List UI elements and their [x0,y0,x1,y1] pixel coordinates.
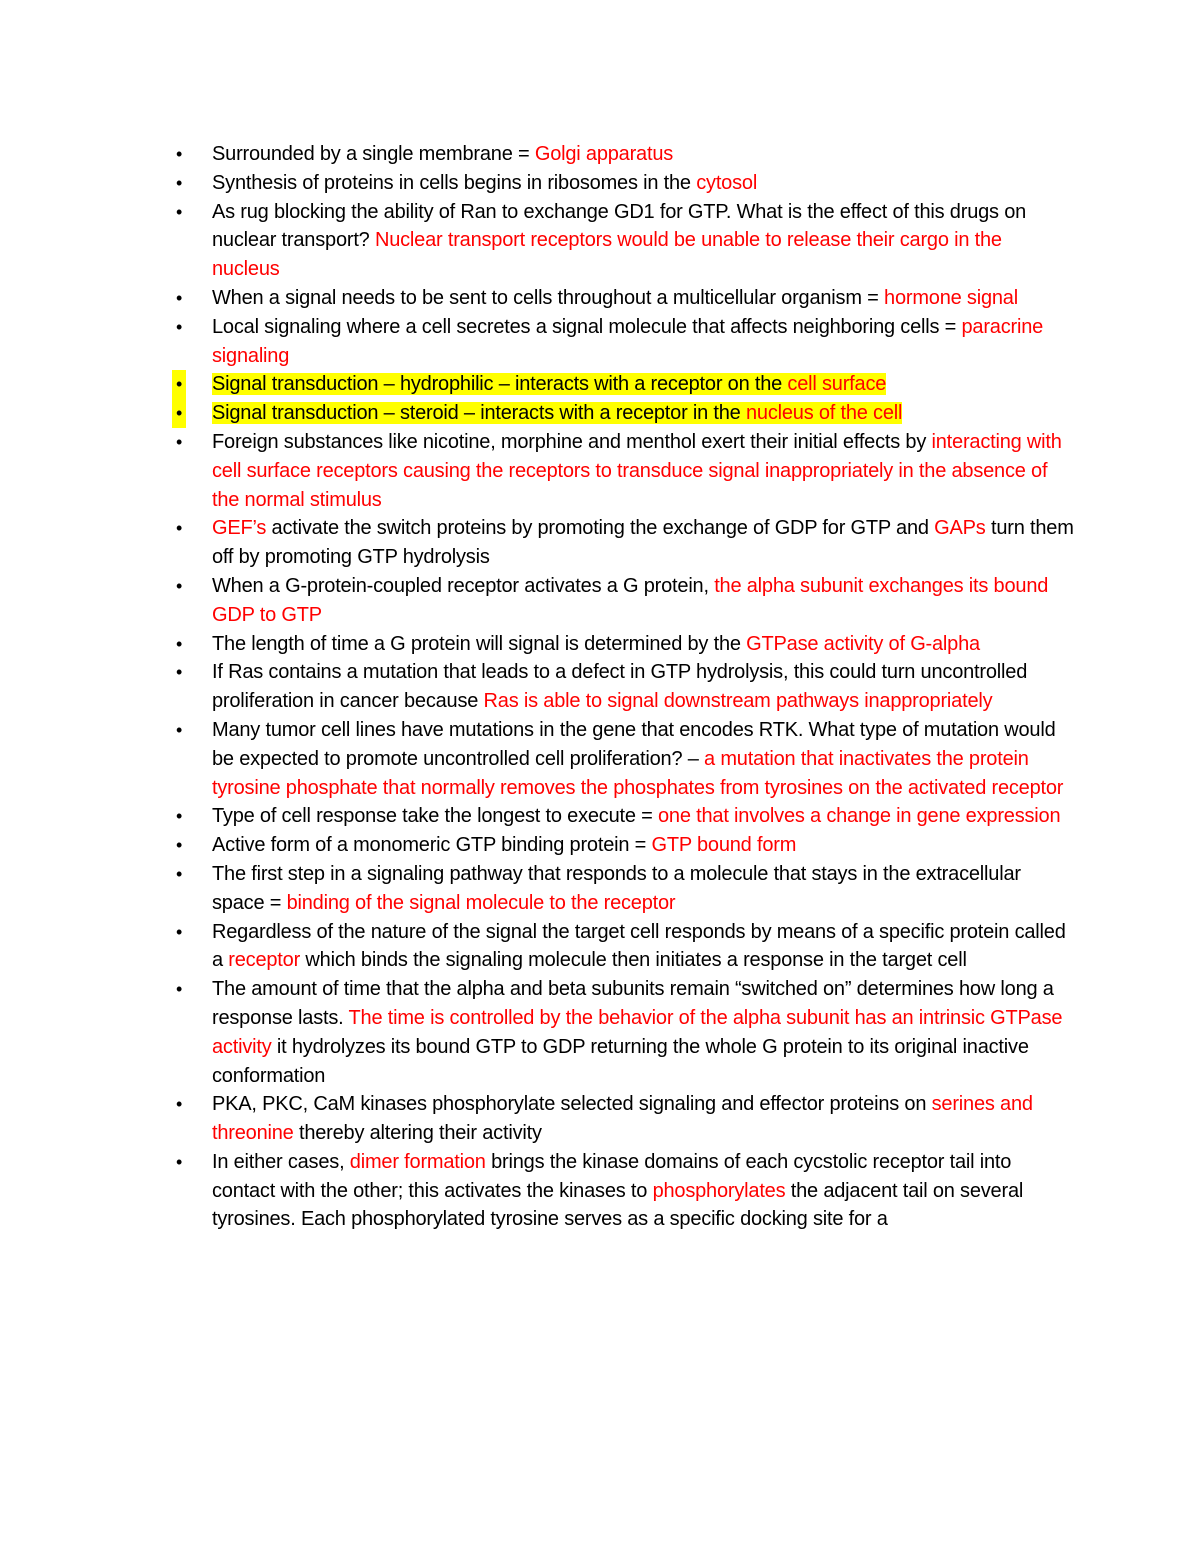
note-text [212,805,1060,827]
list-item [0,831,1074,860]
bullet-icon: • [172,399,186,428]
answer-text: phosphorylates [652,1179,786,1202]
list-item [0,572,1074,630]
question-text: The amount of time that the alpha and beta subunits remain “switched on” determines how long a response lasts. [212,978,1054,1029]
question-text: Active form of a monomeric GTP binding protein = [212,834,652,857]
bullet-icon: • [175,979,183,1000]
bullet-icon: • [175,921,183,942]
answer-text: cell surface [787,373,887,396]
answer-text: one that involves a change in gene expression [658,805,1061,828]
note-text [212,316,1043,367]
list-item [0,630,1074,659]
note-text [212,863,1021,914]
question-text: Signal transduction – steroid – interacts with a receptor in the [212,402,746,425]
answer-text: The time is controlled by the behavior of the alpha subunit has an intrinsic GTPase activity [212,1006,1063,1058]
answer-text: GAPs [934,517,986,540]
note-text [212,431,1062,511]
question-text: Synthesis of proteins in cells begins in ribosomes in the [212,171,697,194]
answer-text: GTP bound form [651,834,797,857]
bullet-icon: • [175,719,183,740]
note-text [212,1093,1033,1144]
question-text: Foreign substances like nicotine, morphine and menthol exert their initial effects by [212,430,932,453]
answer-text: serines and threonine [212,1093,1033,1145]
question-text: it hydrolyzes its bound GTP to GDP returning the whole G protein to its original inactive conformation [212,1035,1029,1087]
answer-text: a mutation that inactivates the protein tyrosine phosphate that normally removes the phosphates from tyrosines on the activated receptor [212,747,1064,799]
answer-text: cytosol [696,171,758,194]
question-text: brings the kinase domains of each cycstolic receptor tail into contact with the other; this activates the kinases to [212,1150,1012,1202]
question-text: Signal transduction – hydrophilic – interacts with a receptor on the [212,373,788,396]
note-text [212,402,902,424]
list-item [0,140,1074,169]
note-text [212,921,1066,972]
question-text: Type of cell response take the longest to execute = [212,805,658,828]
note-text [212,517,1074,568]
list-item [0,802,1074,831]
note-text [212,287,1018,309]
question-text: As rug blocking the ability of Ran to exchange GD1 for GTP. What is the effect of this drugs on nuclear transport? [212,200,1027,252]
question-text: the adjacent tail on several tyrosines. Each phosphorylated tyrosine serves as a specific docking site for a [212,1179,1024,1231]
answer-text: GEF’s [212,517,267,540]
note-text [212,978,1062,1086]
question-text: Local signaling where a cell secretes a signal molecule that affects neighboring cells = [212,315,962,338]
question-text: In either cases, [212,1150,350,1173]
list-item [0,975,1074,1090]
answer-text: Nuclear transport receptors would be unable to release their cargo in the nucleus [212,229,1002,281]
note-text [212,143,673,165]
answer-text: binding of the signal molecule to the receptor [286,891,676,914]
bullet-icon: • [175,806,183,827]
answer-text: the alpha subunit exchanges its bound GDP to GTP [212,574,1049,626]
question-text: activate the switch proteins by promoting the exchange of GDP for GTP and [266,517,935,540]
list-item [0,918,1074,976]
question-text: When a signal needs to be sent to cells throughout a multicellular organism = [212,286,885,309]
bullet-icon: • [175,575,183,596]
question-text: The length of time a G protein will signal is determined by the [212,632,747,655]
answer-text: hormone signal [884,286,1018,309]
question-text: The first step in a signaling pathway that responds to a molecule that stays in the extracellular space = [212,862,1021,914]
highlighted-list-item [0,370,1074,399]
note-text [212,373,886,395]
bullet-icon: • [175,172,183,193]
answer-text: interacting with cell surface receptors causing the receptors to transduce signal inappropriately in the absence of the normal stimulus [212,430,1062,511]
answer-text: receptor [228,949,301,972]
bullet-icon: • [172,370,186,399]
question-text: Many tumor cell lines have mutations in the gene that encodes RTK. What type of mutation would be expected to promote uncontrolled cell proliferation? – [212,718,1056,770]
list-item [0,1148,1074,1234]
answer-text: nucleus of the cell [745,402,903,425]
question-text: which binds the signaling molecule then initiates a response in the target cell [300,949,967,972]
question-text: PKA, PKC, CaM kinases phosphorylate selected signaling and effector proteins on [212,1093,932,1116]
answer-text: paracrine signaling [212,315,1044,367]
note-text [212,201,1026,281]
list-item [0,198,1074,284]
list-item [0,716,1074,802]
list-item [0,658,1074,716]
question-text: thereby altering their activity [293,1122,542,1145]
bullet-icon: • [175,835,183,856]
answer-text: Ras is able to signal downstream pathways inappropriately [483,690,993,713]
question-text: Surrounded by a single membrane = [212,143,535,165]
note-text [212,633,980,655]
bullet-icon: • [175,1094,183,1115]
bullet-icon: • [175,287,183,308]
note-text [212,1151,1023,1231]
note-text [212,834,796,856]
bullet-icon: • [175,633,183,654]
bullet-icon: • [175,662,183,683]
note-text [212,719,1063,799]
highlighted-list-item [0,399,1074,428]
list-item [0,514,1074,572]
list-item [0,169,1074,198]
note-text [212,172,757,194]
note-text [212,575,1048,626]
bullet-icon: • [175,201,183,222]
list-item [0,284,1074,313]
note-text [212,661,1027,712]
bullet-icon: • [175,144,183,164]
question-text: If Ras contains a mutation that leads to a defect in GTP hydrolysis, this could turn uncontrolled proliferation in cancer because [212,661,1028,713]
answer-text: dimer formation [349,1150,486,1173]
question-text: Regardless of the nature of the signal the target cell responds by means of a specific protein called a [212,920,1066,972]
notes-list [0,140,1200,1234]
list-item [0,428,1074,514]
bullet-icon: • [175,518,183,539]
bullet-icon: • [175,431,183,452]
bullet-icon: • [175,1151,183,1172]
bullet-icon: • [175,863,183,884]
list-item [0,313,1074,371]
question-text: turn them off by promoting GTP hydrolysis [212,517,1074,569]
list-item [0,1090,1074,1148]
answer-text: Golgi apparatus [534,143,674,165]
list-item [0,860,1074,918]
bullet-icon: • [175,316,183,337]
question-text: When a G-protein-coupled receptor activates a G protein, [212,574,715,597]
answer-text: GTPase activity of G-alpha [746,632,980,655]
